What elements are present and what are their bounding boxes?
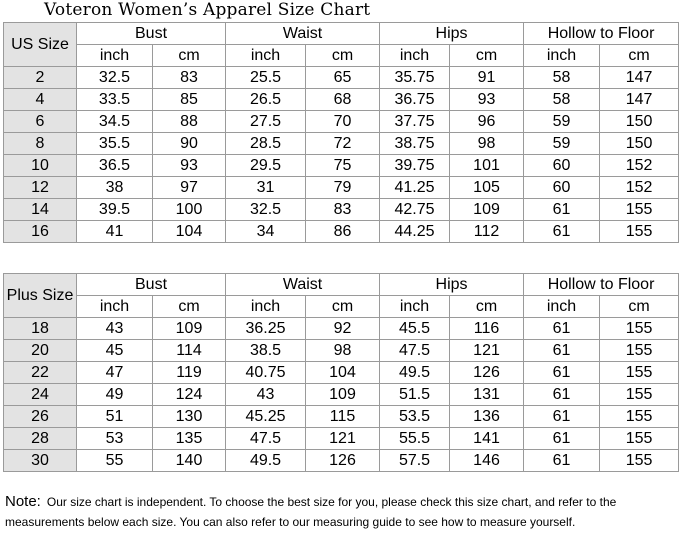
measurement-value: 68 <box>306 89 380 111</box>
table-row <box>4 155 679 177</box>
measurement-value: 147 <box>600 67 679 89</box>
unit-header: inch <box>226 296 306 318</box>
plus-size-table <box>3 273 679 472</box>
size-value: 24 <box>4 384 77 406</box>
unit-header: inch <box>77 45 153 67</box>
measurement-value: 72 <box>306 133 380 155</box>
measurement-value: 155 <box>600 428 679 450</box>
measurement-value: 61 <box>524 221 600 243</box>
measurement-value: 45 <box>77 340 153 362</box>
unit-header: inch <box>524 45 600 67</box>
measurement-group-header: Bust <box>77 274 226 296</box>
measurement-value: 59 <box>524 111 600 133</box>
size-value: 22 <box>4 362 77 384</box>
measurement-value: 61 <box>524 428 600 450</box>
measurement-value: 28.5 <box>226 133 306 155</box>
unit-header: cm <box>600 296 679 318</box>
measurement-value: 121 <box>450 340 524 362</box>
measurement-value: 53.5 <box>380 406 450 428</box>
measurement-value: 45.5 <box>380 318 450 340</box>
measurement-value: 155 <box>600 406 679 428</box>
measurement-value: 35.5 <box>77 133 153 155</box>
measurement-value: 75 <box>306 155 380 177</box>
measurement-value: 104 <box>153 221 226 243</box>
measurement-value: 79 <box>306 177 380 199</box>
unit-header: cm <box>153 296 226 318</box>
measurement-value: 61 <box>524 199 600 221</box>
table-row <box>4 362 679 384</box>
measurement-value: 97 <box>153 177 226 199</box>
measurement-value: 115 <box>306 406 380 428</box>
measurement-value: 91 <box>450 67 524 89</box>
unit-header: inch <box>524 296 600 318</box>
measurement-group-header: Waist <box>226 274 380 296</box>
measurement-value: 40.75 <box>226 362 306 384</box>
measurement-value: 47 <box>77 362 153 384</box>
measurement-value: 85 <box>153 89 226 111</box>
measurement-value: 58 <box>524 67 600 89</box>
unit-header-row <box>4 296 679 318</box>
measurement-value: 147 <box>600 89 679 111</box>
measurement-value: 29.5 <box>226 155 306 177</box>
unit-header-row <box>4 45 679 67</box>
measurement-value: 131 <box>450 384 524 406</box>
measurement-value: 155 <box>600 340 679 362</box>
size-note <box>5 492 677 532</box>
measurement-value: 109 <box>153 318 226 340</box>
measurement-value: 150 <box>600 111 679 133</box>
measurement-value: 33.5 <box>77 89 153 111</box>
table-row <box>4 318 679 340</box>
size-value: 10 <box>4 155 77 177</box>
unit-header: cm <box>450 296 524 318</box>
measurement-value: 45.25 <box>226 406 306 428</box>
measurement-group-header: Hips <box>380 23 524 45</box>
measurement-value: 55.5 <box>380 428 450 450</box>
measurement-value: 135 <box>153 428 226 450</box>
measurement-value: 36.5 <box>77 155 153 177</box>
note-text: Our size chart is independent. To choose the best size for you, please check this size chart, and refer to the measurements below each size. You can also refer to our measuring guide to see how to measure yourself. <box>5 495 617 529</box>
unit-header: cm <box>450 45 524 67</box>
measurement-value: 32.5 <box>77 67 153 89</box>
table-row <box>4 428 679 450</box>
table-row <box>4 177 679 199</box>
measurement-value: 109 <box>450 199 524 221</box>
measurement-value: 124 <box>153 384 226 406</box>
unit-header: cm <box>153 45 226 67</box>
measurement-value: 155 <box>600 318 679 340</box>
measurement-value: 70 <box>306 111 380 133</box>
measurement-value: 31 <box>226 177 306 199</box>
size-value: 18 <box>4 318 77 340</box>
measurement-value: 105 <box>450 177 524 199</box>
measurement-value: 96 <box>450 111 524 133</box>
chart-title: Voteron Women’s Apparel Size Chart <box>44 0 371 20</box>
unit-header: inch <box>77 296 153 318</box>
measurement-value: 86 <box>306 221 380 243</box>
table-row <box>4 111 679 133</box>
measurement-value: 51.5 <box>380 384 450 406</box>
measurement-value: 155 <box>600 362 679 384</box>
size-value: 16 <box>4 221 77 243</box>
measurement-value: 26.5 <box>226 89 306 111</box>
size-value: 4 <box>4 89 77 111</box>
measurement-value: 59 <box>524 133 600 155</box>
group-header-row <box>4 274 679 296</box>
measurement-value: 150 <box>600 133 679 155</box>
measurement-value: 47.5 <box>226 428 306 450</box>
measurement-value: 47.5 <box>380 340 450 362</box>
size-value: 14 <box>4 199 77 221</box>
measurement-value: 126 <box>450 362 524 384</box>
measurement-value: 39.75 <box>380 155 450 177</box>
unit-header: cm <box>306 45 380 67</box>
measurement-value: 155 <box>600 221 679 243</box>
measurement-value: 58 <box>524 89 600 111</box>
measurement-value: 60 <box>524 177 600 199</box>
measurement-value: 34 <box>226 221 306 243</box>
measurement-value: 65 <box>306 67 380 89</box>
measurement-group-header: Bust <box>77 23 226 45</box>
measurement-value: 57.5 <box>380 450 450 472</box>
measurement-value: 37.75 <box>380 111 450 133</box>
measurement-value: 126 <box>306 450 380 472</box>
table-row <box>4 406 679 428</box>
measurement-value: 41.25 <box>380 177 450 199</box>
table-row <box>4 67 679 89</box>
measurement-value: 53 <box>77 428 153 450</box>
measurement-value: 61 <box>524 362 600 384</box>
measurement-value: 32.5 <box>226 199 306 221</box>
table-row <box>4 450 679 472</box>
size-value: 8 <box>4 133 77 155</box>
measurement-value: 146 <box>450 450 524 472</box>
measurement-value: 60 <box>524 155 600 177</box>
measurement-value: 109 <box>306 384 380 406</box>
measurement-group-header: Hips <box>380 274 524 296</box>
measurement-value: 104 <box>306 362 380 384</box>
measurement-value: 152 <box>600 155 679 177</box>
measurement-group-header: Hollow to Floor <box>524 274 679 296</box>
measurement-value: 114 <box>153 340 226 362</box>
table-row <box>4 89 679 111</box>
measurement-value: 100 <box>153 199 226 221</box>
measurement-value: 92 <box>306 318 380 340</box>
measurement-group-header: Waist <box>226 23 380 45</box>
measurement-value: 49.5 <box>226 450 306 472</box>
measurement-value: 61 <box>524 406 600 428</box>
note-label: Note: <box>5 493 41 510</box>
measurement-value: 83 <box>153 67 226 89</box>
table-row <box>4 384 679 406</box>
measurement-value: 44.25 <box>380 221 450 243</box>
measurement-value: 61 <box>524 450 600 472</box>
size-column-header: US Size <box>4 23 77 67</box>
measurement-value: 90 <box>153 133 226 155</box>
measurement-value: 101 <box>450 155 524 177</box>
measurement-value: 155 <box>600 384 679 406</box>
measurement-value: 140 <box>153 450 226 472</box>
measurement-value: 93 <box>450 89 524 111</box>
table-row <box>4 221 679 243</box>
measurement-value: 61 <box>524 318 600 340</box>
unit-header: cm <box>600 45 679 67</box>
measurement-value: 39.5 <box>77 199 153 221</box>
measurement-value: 155 <box>600 450 679 472</box>
measurement-value: 34.5 <box>77 111 153 133</box>
measurement-value: 155 <box>600 199 679 221</box>
measurement-value: 36.75 <box>380 89 450 111</box>
unit-header: inch <box>226 45 306 67</box>
size-value: 26 <box>4 406 77 428</box>
measurement-value: 38.75 <box>380 133 450 155</box>
measurement-value: 88 <box>153 111 226 133</box>
unit-header: inch <box>380 45 450 67</box>
measurement-value: 61 <box>524 384 600 406</box>
measurement-value: 49 <box>77 384 153 406</box>
table-row <box>4 340 679 362</box>
measurement-value: 112 <box>450 221 524 243</box>
size-value: 30 <box>4 450 77 472</box>
measurement-value: 136 <box>450 406 524 428</box>
measurement-value: 27.5 <box>226 111 306 133</box>
measurement-value: 130 <box>153 406 226 428</box>
measurement-value: 38.5 <box>226 340 306 362</box>
unit-header: cm <box>306 296 380 318</box>
measurement-value: 83 <box>306 199 380 221</box>
size-value: 2 <box>4 67 77 89</box>
table-row <box>4 133 679 155</box>
measurement-value: 55 <box>77 450 153 472</box>
measurement-value: 25.5 <box>226 67 306 89</box>
measurement-value: 38 <box>77 177 153 199</box>
measurement-value: 51 <box>77 406 153 428</box>
measurement-value: 42.75 <box>380 199 450 221</box>
us-size-table <box>3 22 679 243</box>
unit-header: inch <box>380 296 450 318</box>
measurement-value: 35.75 <box>380 67 450 89</box>
measurement-value: 121 <box>306 428 380 450</box>
measurement-value: 141 <box>450 428 524 450</box>
measurement-value: 98 <box>450 133 524 155</box>
measurement-value: 41 <box>77 221 153 243</box>
measurement-value: 116 <box>450 318 524 340</box>
size-value: 6 <box>4 111 77 133</box>
size-value: 28 <box>4 428 77 450</box>
size-value: 12 <box>4 177 77 199</box>
measurement-value: 98 <box>306 340 380 362</box>
measurement-value: 43 <box>226 384 306 406</box>
size-value: 20 <box>4 340 77 362</box>
measurement-value: 93 <box>153 155 226 177</box>
measurement-value: 49.5 <box>380 362 450 384</box>
table-row <box>4 199 679 221</box>
size-column-header: Plus Size <box>4 274 77 318</box>
group-header-row <box>4 23 679 45</box>
measurement-value: 61 <box>524 340 600 362</box>
measurement-value: 152 <box>600 177 679 199</box>
measurement-value: 43 <box>77 318 153 340</box>
measurement-group-header: Hollow to Floor <box>524 23 679 45</box>
measurement-value: 36.25 <box>226 318 306 340</box>
measurement-value: 119 <box>153 362 226 384</box>
